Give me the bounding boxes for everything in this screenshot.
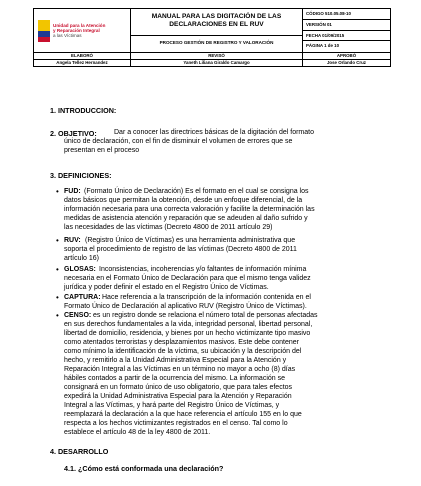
- bullet-icon: •: [56, 236, 59, 245]
- fud-line: medidas de asistencia atención y reparación que se adeuden al daño sufrido y: [64, 215, 308, 222]
- term-captura: CAPTURA:: [64, 294, 101, 301]
- document-title: MANUAL PARA LAS DIGITACIÓN DE LAS DECLARACIONES EN EL RUV: [131, 9, 302, 36]
- objetivo-text-line-3: presentan en el proceso: [64, 147, 140, 154]
- bullet-icon: •: [56, 311, 59, 320]
- ruv-line: (Registro Único de Víctimas) es una herramienta administrativa que: [85, 237, 296, 244]
- section-objetivo: 2. OBJETIVO:: [50, 129, 97, 138]
- glosas-line: jurídica y poder definir el estado en el Registro Único de Víctimas.: [64, 284, 269, 291]
- term-fud: FUD:: [64, 188, 81, 195]
- process-name: PROCESO GESTIÓN DE REGISTRO Y VALORACIÓN: [159, 40, 274, 45]
- censo-line: reemplazará la declaración a la que hace referencia el artículo 155 en lo que: [64, 411, 302, 418]
- label-elaboro: ELABORÓ: [34, 53, 131, 59]
- censo-line: Reparación Integral a las Víctimas en un término no mayor a ocho (8) días: [64, 366, 296, 373]
- name-reviso: Yaneth Liliana Giraldo Camargo: [131, 60, 303, 66]
- bullet-icon: •: [56, 187, 59, 196]
- censo-line: como atentados terroristas y desplazamientos masivos. Este debe contener: [64, 339, 300, 346]
- bullet-icon: •: [56, 293, 59, 302]
- ruv-line: soporta el procedimiento de registro de las víctimas (Decreto 4800 de 2011: [64, 246, 297, 253]
- name-elaboro: Angela Tellez Hernandez: [34, 60, 131, 66]
- glosas-line: Inconsistencias, incoherencias y/o faltantes de información mínima: [99, 266, 307, 273]
- ruv-line: artículo 16): [64, 255, 100, 262]
- document-header-table: [33, 8, 391, 67]
- censo-line: Integral a las Víctimas, y hará parte del Registro Único de Víctimas, y: [64, 402, 280, 409]
- logo-text: Unidad para la Atención y Reparación Integral a las Víctimas: [53, 22, 106, 39]
- glosas-line: necesaria en el Formato Único de Declaración para que el mismo tenga validez: [64, 275, 311, 282]
- fud-line: datos básicos que permitan la obtención, desde un enfoque diferencial, de la: [64, 197, 303, 204]
- name-aprobo: Jose Orlando Cruz: [326, 60, 367, 65]
- term-ruv: RUV:: [64, 237, 81, 244]
- page-number: PÁGINA 1 de 10: [306, 43, 340, 49]
- censo-line: en sus derechos fundamentales a la vida, integridad personal, libertad personal,: [64, 321, 313, 328]
- censo-line: establece el artículo 48 de la ley 4800 de 2011.: [64, 429, 211, 436]
- captura-line: Formato Único de Declaración al aplicativo RUV (Registro Único de Víctimas).: [64, 303, 307, 310]
- bullet-icon: •: [56, 265, 59, 274]
- section-desarrollo: 4. DESARROLLO: [50, 447, 109, 456]
- section-definiciones: 3. DEFINICIONES:: [50, 171, 112, 180]
- censo-line: como mínimo la identificación de la víctima, su ubicación y la descripción del: [64, 348, 302, 355]
- document-code: CÓDIGO 510.05.08-10: [303, 9, 390, 20]
- term-censo: CENSO:: [64, 312, 92, 319]
- censo-line: hecho, y remitirlo a la Unidad Administrativa Especial para la Atención y: [64, 357, 287, 364]
- censo-line: respecta a los hechos victimizantes registrados en el censo. Tal como lo: [64, 420, 288, 427]
- label-aprobo: APROBÓ: [336, 53, 357, 58]
- term-glosas: GLOSAS:: [64, 266, 96, 273]
- objetivo-text-line-1: Dar a conocer las directrices básicas de la digitación del formato: [114, 129, 314, 136]
- label-reviso: REVISÓ: [131, 53, 303, 59]
- censo-line: libertad de domicilio, residencia, y bienes por un hecho victimizante tipo masivo: [64, 330, 311, 337]
- section-introduccion: 1. INTRODUCCION:: [50, 106, 117, 115]
- objetivo-text-line-2: único de declaración, con el fin de disminuir el volumen de errores que se: [64, 138, 293, 145]
- censo-line: expedirá la Unidad Administrativa Especial para la Atención y Reparación: [64, 393, 292, 400]
- fud-line: (Formato Único de Declaración) Es el formato en el cual se consigna los: [84, 188, 309, 195]
- fud-line: información necesaria para una correcta valoración y facilite la determinación las: [64, 206, 315, 213]
- fud-line: las necesidades de las víctimas (Decreto 4800 de 2011 artículo 29): [64, 224, 273, 231]
- logo-cell: [34, 9, 131, 52]
- document-date: FECHA 01/09/2015: [303, 31, 390, 42]
- subsection-4-1: 4.1. ¿Cómo está conformada una declaración?: [64, 464, 224, 473]
- censo-line: es un registro donde se relaciona el número total de personas afectadas: [93, 312, 318, 319]
- censo-line: consignará en un formato único de uso obligatorio, que para tales efectos: [64, 384, 293, 391]
- censo-line: hábiles contados a partir de la ocurrencia del mismo. La información se: [64, 375, 286, 382]
- captura-line: Hace referencia a la transcripción de la información contenida en el: [102, 294, 311, 301]
- document-version: VERSIÓN 01: [303, 20, 390, 31]
- flag-logo-icon: [38, 20, 50, 42]
